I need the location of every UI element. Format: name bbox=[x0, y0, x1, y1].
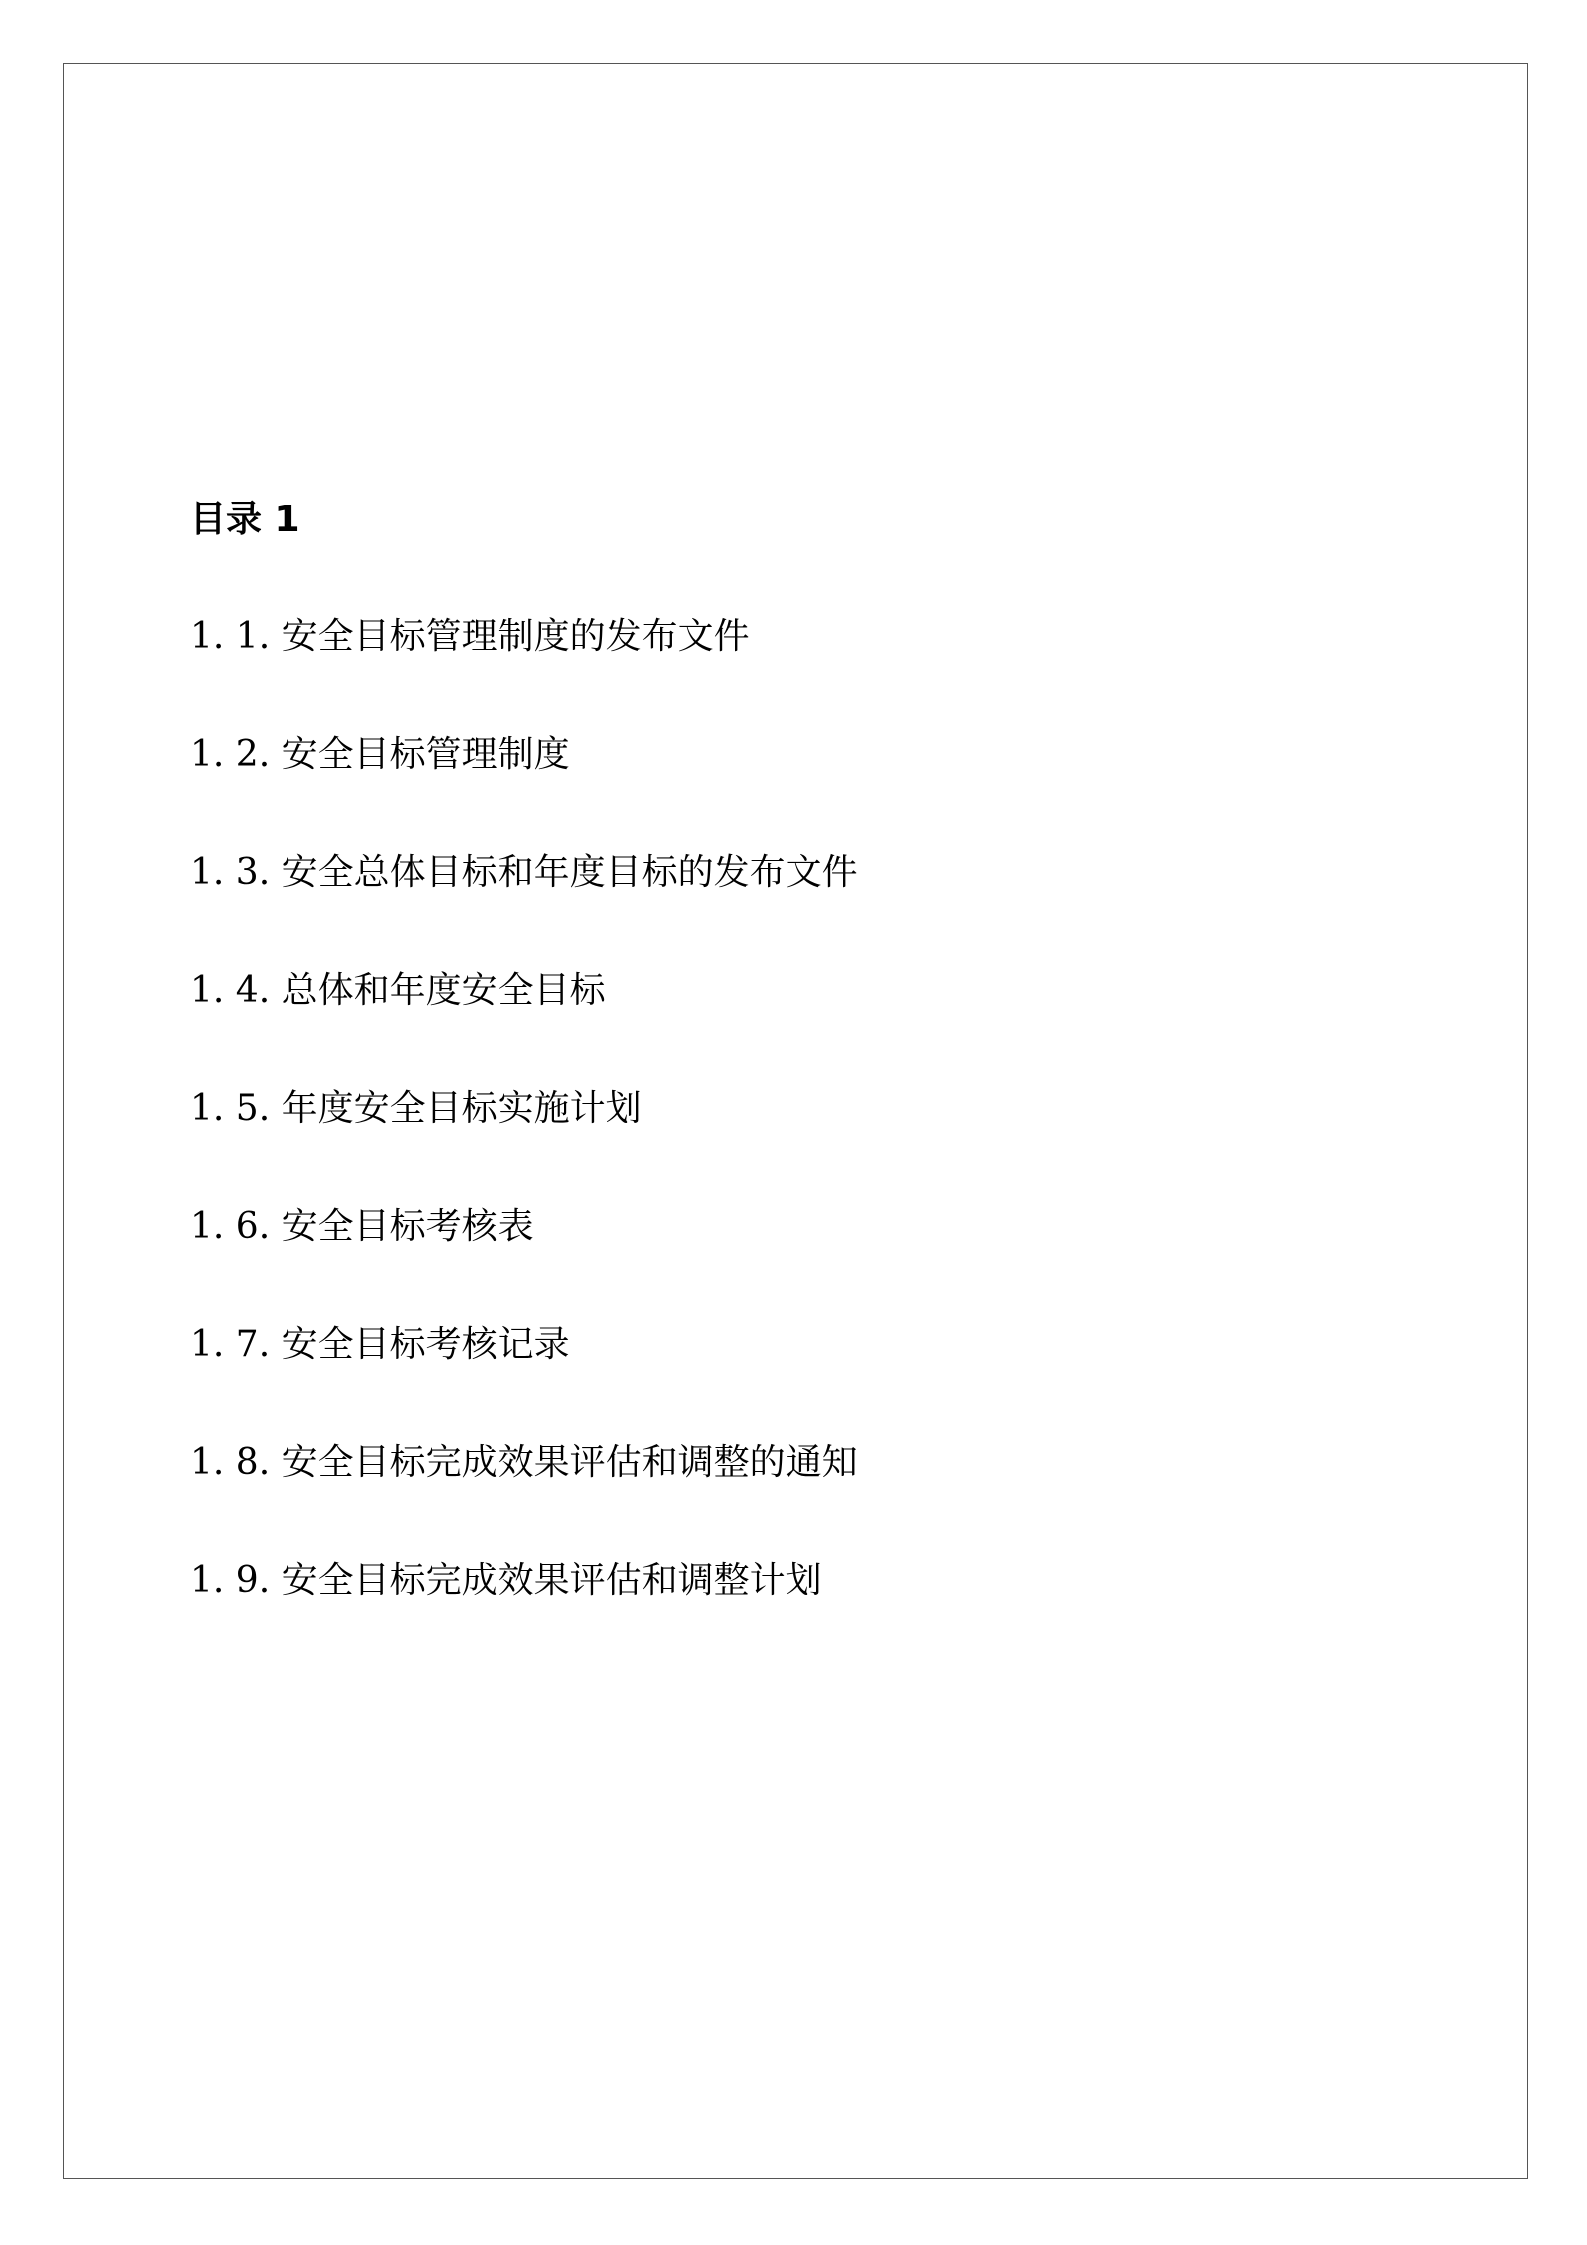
toc-item-1-5[interactable]: 1. 5. 年度安全目标实施计划 bbox=[190, 1088, 642, 1129]
toc-item-1-4[interactable]: 1. 4. 总体和年度安全目标 bbox=[190, 970, 606, 1011]
toc-item-1-2[interactable]: 1. 2. 安全目标管理制度 bbox=[190, 734, 570, 775]
toc-list bbox=[190, 612, 858, 1674]
toc-item-1-7[interactable]: 1. 7. 安全目标考核记录 bbox=[190, 1324, 570, 1365]
toc-title: 目录 1 bbox=[190, 499, 300, 540]
toc-item-1-1[interactable]: 1. 1. 安全目标管理制度的发布文件 bbox=[190, 616, 750, 657]
toc-item-1-8[interactable]: 1. 8. 安全目标完成效果评估和调整的通知 bbox=[190, 1442, 858, 1483]
toc-item-1-3[interactable]: 1. 3. 安全总体目标和年度目标的发布文件 bbox=[190, 852, 858, 893]
toc-item-1-9[interactable]: 1. 9. 安全目标完成效果评估和调整计划 bbox=[190, 1560, 822, 1601]
toc-item-1-6[interactable]: 1. 6. 安全目标考核表 bbox=[190, 1206, 534, 1247]
